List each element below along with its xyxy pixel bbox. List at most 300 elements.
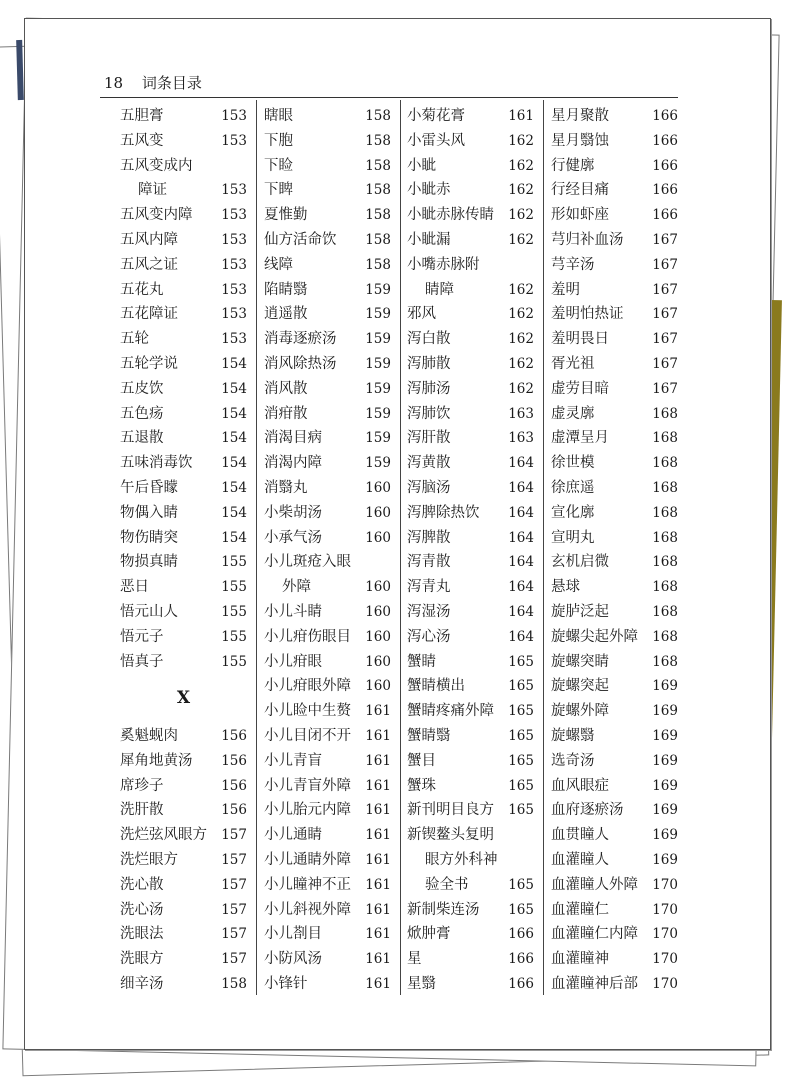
index-entry [264, 674, 391, 699]
index-entry [264, 129, 391, 154]
index-entry [264, 302, 391, 327]
index-entry [551, 228, 678, 253]
index-column [264, 104, 391, 997]
index-entry [120, 253, 247, 278]
entry-term: 泻心汤 [407, 628, 451, 645]
page-number: 18 [104, 74, 124, 92]
index-entry [120, 724, 247, 749]
header-rule [100, 97, 678, 98]
entry-page-number: 162 [508, 331, 534, 348]
entry-term: 旋螺翳 [551, 727, 595, 744]
entry-page-number: 166 [652, 182, 678, 199]
entry-term: 小嘴赤脉附 [407, 256, 480, 273]
index-entry [551, 203, 678, 228]
index-entry [120, 278, 247, 303]
entry-page-number: 162 [508, 281, 534, 298]
index-entry [407, 922, 534, 947]
entry-page-number: 160 [365, 603, 391, 620]
entry-page-number: 158 [365, 231, 391, 248]
entry-page-number: 153 [221, 231, 247, 248]
index-entry [120, 501, 247, 526]
entry-page-number: 166 [652, 207, 678, 224]
entry-term: 小儿疳眼外障 [264, 678, 351, 695]
entry-page-number: 159 [365, 455, 391, 472]
index-entry [551, 377, 678, 402]
index-entry [120, 600, 247, 625]
index-entry [407, 600, 534, 625]
entry-term: 旋螺尖起外障 [551, 628, 638, 645]
entry-term: 徐世模 [551, 455, 595, 472]
index-entry [264, 451, 391, 476]
entry-page-number: 169 [652, 678, 678, 695]
entry-term: 血风眼症 [551, 777, 609, 794]
entry-term: 消渴目病 [264, 430, 322, 447]
index-entry [407, 699, 534, 724]
entry-page-number: 153 [221, 306, 247, 323]
index-entry [264, 947, 391, 972]
index-entry [120, 823, 247, 848]
entry-term: 旋胪泛起 [551, 603, 609, 620]
entry-page-number: 155 [221, 603, 247, 620]
entry-page-number: 165 [508, 727, 534, 744]
column-divider [400, 100, 401, 995]
entry-term: 小眦漏 [407, 231, 451, 248]
entry-term: 泻湿汤 [407, 603, 451, 620]
entry-term: 五退散 [120, 430, 164, 447]
entry-term: 小儿疳伤眼目 [264, 628, 351, 645]
entry-term: 蟹睛疼痛外障 [407, 703, 494, 720]
index-entry [264, 228, 391, 253]
entry-page-number: 159 [365, 355, 391, 372]
entry-term: 泻青散 [407, 554, 451, 571]
index-entry [551, 352, 678, 377]
entry-term: 血府逐瘀汤 [551, 802, 624, 819]
entry-term: 瞎眼 [264, 108, 293, 124]
entry-page-number: 162 [508, 157, 534, 174]
index-entry [407, 426, 534, 451]
index-column [120, 104, 247, 997]
index-entry [551, 798, 678, 823]
entry-term: 五风之证 [120, 256, 178, 273]
entry-page-number: 157 [221, 851, 247, 868]
entry-term: 消风散 [264, 380, 308, 397]
entry-term: 五风变内障 [120, 207, 193, 224]
entry-term: 徐庶遥 [551, 479, 595, 496]
index-entry [407, 402, 534, 427]
entry-page-number: 160 [365, 653, 391, 670]
entry-page-number: 168 [652, 479, 678, 496]
entry-page-number: 156 [221, 802, 247, 819]
entry-page-number: 170 [652, 901, 678, 918]
index-entry [264, 402, 391, 427]
index-entry [264, 823, 391, 848]
entry-term: 五轮 [120, 331, 149, 348]
entry-page-number: 161 [365, 975, 391, 992]
entry-term: 下睥 [264, 182, 293, 199]
index-entry [264, 253, 391, 278]
entry-term: 玄机启微 [551, 554, 609, 571]
index-entry [407, 823, 534, 848]
index-entry [264, 327, 391, 352]
index-entry [120, 203, 247, 228]
entry-page-number: 155 [221, 579, 247, 596]
entry-term: 泻肺汤 [407, 380, 451, 397]
entry-page-number: 161 [365, 802, 391, 819]
entry-page-number: 167 [652, 331, 678, 348]
entry-page-number: 168 [652, 653, 678, 670]
entry-page-number: 158 [365, 182, 391, 199]
entry-page-number: 167 [652, 281, 678, 298]
index-entry [407, 898, 534, 923]
entry-page-number: 166 [508, 951, 534, 968]
entry-term: 虚潭呈月 [551, 430, 609, 447]
entry-term: 悟真子 [120, 653, 164, 670]
index-entry [264, 848, 391, 873]
entry-page-number: 169 [652, 727, 678, 744]
entry-term: 泻肺散 [407, 355, 451, 372]
index-entry [120, 426, 247, 451]
index-entry [407, 674, 534, 699]
entry-page-number: 161 [365, 951, 391, 968]
index-entry [551, 327, 678, 352]
index-entry [264, 625, 391, 650]
entry-page-number: 164 [508, 455, 534, 472]
entry-term: 血贯瞳人 [551, 827, 609, 844]
index-entry [551, 650, 678, 675]
entry-page-number: 167 [652, 355, 678, 372]
entry-term: 逍遥散 [264, 306, 308, 323]
index-entry [264, 922, 391, 947]
index-entry [551, 749, 678, 774]
entry-term: 星翳 [407, 975, 436, 992]
entry-term: 夏惟勤 [264, 207, 308, 224]
page-title: 词条目录 [141, 74, 202, 92]
entry-term: 眼方外科神 [425, 851, 498, 868]
index-entry [407, 253, 534, 278]
entry-term: 血灌瞳仁内障 [551, 926, 638, 943]
index-entry [407, 550, 534, 575]
entry-page-number: 153 [221, 331, 247, 348]
index-entry [551, 476, 678, 501]
entry-term: 五色疡 [120, 405, 164, 422]
entry-term: 蟹睛横出 [407, 678, 465, 695]
index-entry [264, 650, 391, 675]
index-entry [120, 526, 247, 551]
index-entry [551, 278, 678, 303]
entry-page-number: 165 [508, 777, 534, 794]
entry-page-number: 161 [365, 827, 391, 844]
index-entry [264, 154, 391, 179]
entry-term: 小儿斗睛 [264, 603, 322, 620]
entry-page-number: 157 [221, 901, 247, 918]
entry-page-number: 159 [365, 331, 391, 348]
index-entry [407, 154, 534, 179]
index-entry [264, 798, 391, 823]
entry-term: 血灌瞳神后部 [551, 975, 638, 992]
entry-term: 障证 [138, 182, 167, 199]
entry-term: 洗心汤 [120, 901, 164, 918]
index-entry [407, 104, 534, 129]
entry-page-number: 168 [652, 628, 678, 645]
entry-term: 洗肝散 [120, 802, 164, 819]
entry-term: 形如虾座 [551, 207, 609, 224]
index-entry [407, 774, 534, 799]
index-entry [120, 774, 247, 799]
entry-term: 物损真睛 [120, 554, 178, 571]
entry-term: 小儿青盲外障 [264, 777, 351, 794]
index-entry [551, 501, 678, 526]
index-entry [551, 253, 678, 278]
index-entry [120, 798, 247, 823]
entry-page-number: 156 [221, 752, 247, 769]
index-entry [407, 377, 534, 402]
entry-term: 洗眼方 [120, 951, 164, 968]
index-entry [551, 823, 678, 848]
entry-page-number: 161 [365, 703, 391, 720]
index-entry [407, 352, 534, 377]
index-entry [264, 600, 391, 625]
entry-term: 五风变 [120, 132, 164, 149]
index-entry [551, 898, 678, 923]
entry-term: 下胞 [264, 132, 293, 149]
entry-term: 消翳丸 [264, 479, 308, 496]
entry-term: 悟元子 [120, 628, 164, 645]
index-entry [407, 947, 534, 972]
index-entry [264, 104, 391, 129]
entry-page-number: 167 [652, 256, 678, 273]
entry-page-number: 160 [365, 579, 391, 596]
entry-page-number: 154 [221, 405, 247, 422]
entry-page-number: 167 [652, 231, 678, 248]
index-entry [407, 278, 534, 303]
entry-term: 小儿斑疮入眼 [264, 554, 351, 571]
entry-term: 洗烂弦风眼方 [120, 827, 207, 844]
entry-term: 五花障证 [120, 306, 178, 323]
index-entry [551, 178, 678, 203]
index-entry [551, 451, 678, 476]
index-entry [120, 650, 247, 675]
entry-page-number: 158 [365, 157, 391, 174]
entry-term: 午后昏矇 [120, 479, 178, 496]
entry-term: 宣化廓 [551, 504, 595, 521]
entry-term: 小眦赤脉传睛 [407, 207, 494, 224]
entry-term: 小柴胡汤 [264, 504, 322, 521]
index-entry [551, 302, 678, 327]
entry-page-number: 169 [652, 703, 678, 720]
entry-term: 蟹目 [407, 752, 436, 769]
entry-term: 泻脾除热饮 [407, 504, 480, 521]
entry-page-number: 163 [508, 405, 534, 422]
index-entry [120, 451, 247, 476]
entry-page-number: 166 [508, 926, 534, 943]
index-entry [551, 426, 678, 451]
entry-page-number: 161 [365, 752, 391, 769]
entry-page-number: 162 [508, 306, 534, 323]
index-entry [551, 848, 678, 873]
entry-page-number: 168 [652, 455, 678, 472]
index-entry [551, 104, 678, 129]
entry-term: 泻脾散 [407, 529, 451, 546]
entry-term: 血灌瞳人 [551, 851, 609, 868]
entry-term: 小菊花膏 [407, 108, 465, 124]
entry-page-number: 165 [508, 876, 534, 893]
entry-page-number: 157 [221, 827, 247, 844]
entry-term: 小锋针 [264, 975, 308, 992]
entry-term: 泻肺饮 [407, 405, 451, 422]
index-entry [264, 426, 391, 451]
entry-term: 蟹睛翳 [407, 727, 451, 744]
entry-term: 五皮饮 [120, 380, 164, 397]
entry-term: 消渴内障 [264, 455, 322, 472]
entry-term: 五风变成内 [120, 157, 193, 174]
entry-page-number: 159 [365, 380, 391, 397]
index-entry [120, 898, 247, 923]
entry-term: 胥光祖 [551, 355, 595, 372]
index-entry [264, 749, 391, 774]
entry-page-number: 166 [652, 157, 678, 174]
index-entry [264, 278, 391, 303]
entry-term: 席珍子 [120, 777, 164, 794]
entry-page-number: 170 [652, 951, 678, 968]
entry-page-number: 154 [221, 430, 247, 447]
index-entry [120, 228, 247, 253]
entry-page-number: 170 [652, 975, 678, 992]
entry-page-number: 154 [221, 479, 247, 496]
index-entry [120, 352, 247, 377]
entry-term: 血灌瞳人外障 [551, 876, 638, 893]
index-entry [407, 724, 534, 749]
entry-term: 血灌瞳仁 [551, 901, 609, 918]
index-entry [407, 873, 534, 898]
entry-term: 新锲鳌头复明 [407, 827, 494, 844]
entry-page-number: 157 [221, 876, 247, 893]
entry-term: 小儿斜视外障 [264, 901, 351, 918]
entry-page-number: 163 [508, 430, 534, 447]
entry-term: 物伤睛突 [120, 529, 178, 546]
index-entry [120, 550, 247, 575]
entry-page-number: 166 [508, 975, 534, 992]
entry-page-number: 169 [652, 827, 678, 844]
entry-page-number: 153 [221, 207, 247, 224]
entry-term: 星 [407, 951, 422, 968]
entry-page-number: 160 [365, 628, 391, 645]
entry-term: 悟元山人 [120, 603, 178, 620]
entry-term: 新制柴连汤 [407, 901, 480, 918]
entry-page-number: 160 [365, 678, 391, 695]
index-entry [407, 749, 534, 774]
entry-term: 蟹珠 [407, 777, 436, 794]
entry-term: 虚劳目暗 [551, 380, 609, 397]
index-column [407, 104, 534, 997]
entry-page-number: 161 [365, 901, 391, 918]
index-entry [407, 451, 534, 476]
entry-term: 陷睛翳 [264, 281, 308, 298]
entry-term: 小儿青盲 [264, 752, 322, 769]
entry-page-number: 167 [652, 306, 678, 323]
entry-term: 小雷头风 [407, 132, 465, 149]
entry-page-number: 162 [508, 207, 534, 224]
entry-page-number: 155 [221, 653, 247, 670]
index-entry [407, 526, 534, 551]
entry-term: 泻黄散 [407, 455, 451, 472]
index-entry [551, 699, 678, 724]
entry-page-number: 170 [652, 926, 678, 943]
entry-page-number: 153 [221, 256, 247, 273]
index-entry [407, 575, 534, 600]
index-entry [264, 898, 391, 923]
index-entry [264, 550, 391, 575]
index-entry [551, 526, 678, 551]
index-entry [407, 228, 534, 253]
index-entry [120, 178, 247, 203]
entry-page-number: 154 [221, 380, 247, 397]
entry-page-number: 155 [221, 554, 247, 571]
index-entry [120, 749, 247, 774]
entry-term: 旋螺突睛 [551, 653, 609, 670]
entry-term: 仙方活命饮 [264, 231, 337, 248]
entry-term: 五风内障 [120, 231, 178, 248]
entry-page-number: 169 [652, 777, 678, 794]
index-entry [120, 302, 247, 327]
entry-page-number: 154 [221, 504, 247, 521]
entry-term: 洗眼法 [120, 926, 164, 943]
index-entry [120, 377, 247, 402]
entry-page-number: 162 [508, 355, 534, 372]
index-entry [551, 550, 678, 575]
index-entry [551, 129, 678, 154]
index-entry [407, 501, 534, 526]
entry-term: 洗心散 [120, 876, 164, 893]
entry-page-number: 154 [221, 355, 247, 372]
entry-page-number: 161 [365, 727, 391, 744]
entry-page-number: 157 [221, 951, 247, 968]
entry-page-number: 165 [508, 653, 534, 670]
entry-page-number: 168 [652, 504, 678, 521]
entry-page-number: 166 [652, 132, 678, 149]
index-entry [264, 476, 391, 501]
entry-term: 小眦赤 [407, 182, 451, 199]
entry-term: 消疳散 [264, 405, 308, 422]
entry-term: 小儿通睛外障 [264, 851, 351, 868]
entry-page-number: 162 [508, 132, 534, 149]
entry-term: 悬球 [551, 579, 580, 596]
index-entry [551, 625, 678, 650]
index-entry [120, 922, 247, 947]
entry-page-number: 158 [365, 132, 391, 149]
entry-term: 五味消毒饮 [120, 455, 193, 472]
entry-term: 小儿疳眼 [264, 653, 322, 670]
index-entry [407, 476, 534, 501]
entry-page-number: 162 [508, 231, 534, 248]
entry-page-number: 156 [221, 727, 247, 744]
entry-page-number: 153 [221, 132, 247, 149]
entry-page-number: 164 [508, 628, 534, 645]
entry-page-number: 168 [652, 529, 678, 546]
index-entry [120, 848, 247, 873]
entry-page-number: 156 [221, 777, 247, 794]
index-entry [407, 327, 534, 352]
entry-term: 旋螺外障 [551, 703, 609, 720]
entry-page-number: 160 [365, 504, 391, 521]
entry-page-number: 164 [508, 579, 534, 596]
index-entry [120, 402, 247, 427]
index-column [551, 104, 678, 997]
entry-term: 消毒逐瘀汤 [264, 331, 337, 348]
index-entry [551, 154, 678, 179]
entry-page-number: 160 [365, 529, 391, 546]
index-entry [120, 575, 247, 600]
entry-page-number: 164 [508, 554, 534, 571]
